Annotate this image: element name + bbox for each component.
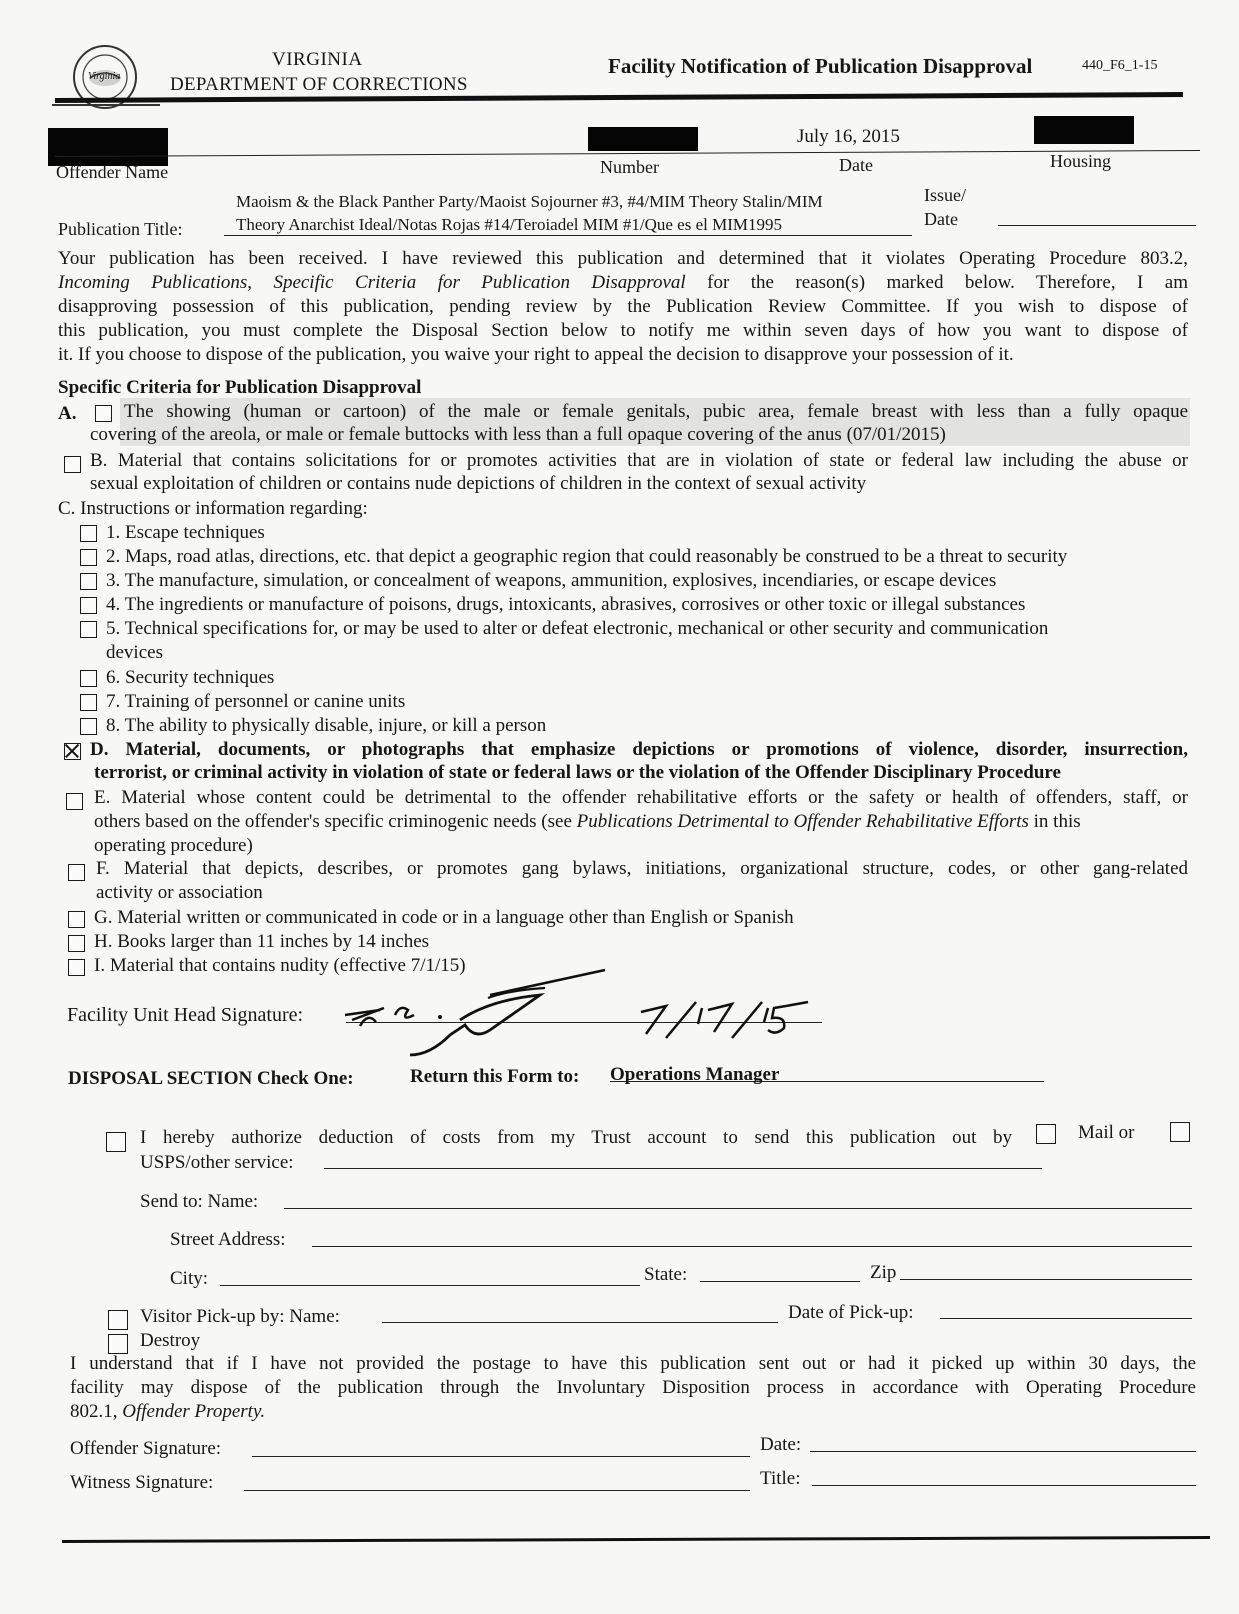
criteria-c1-checkbox[interactable]	[80, 525, 97, 542]
pickup-date-field[interactable]	[940, 1318, 1192, 1319]
criteria-c8-checkbox[interactable]	[80, 718, 97, 735]
criteria-c5-text: 5. Technical specifications for, or may be used to alter or defeat electronic, mechanical or other security and communication	[106, 618, 1049, 639]
notice-line3-pre: 802.1,	[70, 1401, 123, 1422]
publication-title-line1: Maoism & the Black Panther Party/Maoist Sojourner #3, #4/MIM Theory Stalin/MIM	[236, 192, 823, 211]
pickup-date-label: Date of Pick-up:	[788, 1302, 914, 1323]
offender-date-sign-field[interactable]	[810, 1451, 1196, 1452]
intro-line: Your publication has been received. I have reviewed this publication and determined that it violates Operating Procedure 803.2,	[58, 248, 1188, 269]
criteria-c7-text: 7. Training of personnel or canine units	[106, 691, 406, 712]
criteria-a-line2-text: covering of the areola, or male or female buttocks with less than a full opaque covering of the anus	[90, 424, 842, 445]
disposal-notice	[70, 1352, 1196, 1424]
offender-signature-field[interactable]	[252, 1456, 750, 1457]
publication-title-line2: Theory Anarchist Ideal/Notas Rojas #14/Teroiadel MIM #1/Que es el MIM1995	[236, 215, 783, 234]
issue-date-label2: Date	[924, 209, 958, 229]
criteria-g-text: G. Material written or communicated in code or in a language other than English or Spanish	[94, 907, 794, 928]
criteria-c3-checkbox[interactable]	[80, 573, 97, 590]
criteria-f-line2: activity or association	[96, 882, 263, 903]
agency-name-line2: DEPARTMENT OF CORRECTIONS	[170, 74, 468, 95]
footer-rule	[62, 1536, 1210, 1543]
send-to-name-field[interactable]	[284, 1208, 1192, 1209]
criteria-a-letter: A.	[58, 403, 77, 424]
street-address-label: Street Address:	[170, 1229, 286, 1250]
destroy-label: Destroy	[140, 1330, 201, 1351]
criteria-c8-text: 8. The ability to physically disable, injure, or kill a person	[106, 715, 547, 736]
issue-date-field[interactable]	[998, 225, 1196, 226]
city-field[interactable]	[220, 1285, 640, 1286]
criteria-c4-checkbox[interactable]	[80, 597, 97, 614]
offender-date-label: Date	[839, 155, 873, 175]
criteria-c3-text: 3. The manufacture, simulation, or concealment of weapons, ammunition, explosives, incendiaries, or escape devices	[106, 570, 997, 591]
intro-line: this publication, you must complete the Disposal Section below to notify me within seven days of how you want to dispose of	[58, 320, 1188, 341]
notice-line3-italic: Offender Property.	[122, 1401, 266, 1422]
criteria-e-italic-ref: Publications Detrimental to Offender Rehabilitative Efforts	[576, 811, 1029, 832]
witness-signature-label: Witness Signature:	[70, 1472, 214, 1493]
notice-line: I understand that if I have not provided the postage to have this publication sent out or had it picked up within 30 days, the	[70, 1353, 1196, 1374]
intro-italic-ref: Incoming Publications, Specific Criteria for Publication Disapproval	[58, 272, 686, 293]
criteria-c5-text-cont: devices	[106, 642, 163, 663]
authorize-checkbox[interactable]	[106, 1132, 126, 1152]
criteria-a-checkbox[interactable]	[95, 405, 112, 422]
criteria-a-date: (07/01/2015)	[841, 424, 946, 445]
witness-title-field[interactable]	[812, 1485, 1196, 1486]
criteria-i-checkbox[interactable]	[68, 959, 85, 976]
criteria-e-line1: E. Material whose content could be detrimental to the offender rehabilitative efforts or the safety or health of offenders, staff, or	[94, 787, 1188, 808]
witness-signature-field[interactable]	[244, 1490, 750, 1491]
offender-housing-label: Housing	[1050, 151, 1112, 171]
notice-line: facility may dispose of the publication through the Involuntary Disposition process in accordance with Operating Procedure	[70, 1377, 1196, 1398]
publication-title-underline	[224, 235, 912, 236]
seal-baseline	[52, 104, 160, 106]
destroy-checkbox[interactable]	[108, 1334, 128, 1354]
agency-name-line1: VIRGINIA	[272, 49, 363, 70]
notice-line	[70, 1400, 1196, 1424]
disposal-heading: DISPOSAL SECTION Check One:	[68, 1068, 354, 1089]
handwritten-signature	[340, 960, 640, 1060]
signature-date-handwritten	[636, 994, 816, 1044]
intro-paragraph	[58, 247, 1188, 367]
criteria-c2-text: 2. Maps, road atlas, directions, etc. that depict a geographic region that could reasonably be construed to be a threat to security	[106, 546, 1068, 567]
publication-title-label: Publication Title:	[58, 219, 183, 239]
usps-service-field[interactable]	[324, 1168, 1042, 1169]
zip-label: Zip	[870, 1262, 897, 1283]
criteria-d-line1: D. Material, documents, or photographs that emphasize depictions or promotions of violence, disorder, insurrection,	[90, 739, 1188, 760]
criteria-heading: Specific Criteria for Publication Disapproval	[58, 377, 422, 398]
visitor-pickup-checkbox[interactable]	[108, 1310, 128, 1330]
intro-line: disapproving possession of this publication, pending review by the Publication Review Committee. If you wish to dispose of	[58, 296, 1188, 317]
criteria-f-line1: F. Material that depicts, describes, or promotes gang bylaws, initiations, organizational structure, codes, or other gang-related	[96, 858, 1188, 879]
form-code: 440_F6_1-15	[1082, 58, 1158, 73]
criteria-c2-checkbox[interactable]	[80, 549, 97, 566]
offender-number-label: Number	[600, 157, 659, 177]
intro-line	[58, 271, 1188, 295]
visitor-name-field[interactable]	[382, 1322, 778, 1323]
witness-title-label: Title:	[760, 1468, 801, 1489]
disposal-return-label: Return this Form to:	[410, 1066, 580, 1087]
criteria-b-line1: B. Material that contains solicitations for or promotes activities that are in violation of state or federal law including the abuse or	[90, 450, 1188, 471]
criteria-h-text: H. Books larger than 11 inches by 14 inches	[94, 931, 430, 952]
criteria-a-line1: The showing (human or cartoon) of the male or female genitals, pubic area, female breast with less than a fully opaque	[124, 401, 1188, 422]
criteria-d-line2: terrorist, or criminal activity in violation of state or federal laws or the violation of the Offender Disciplinary Procedure	[94, 762, 1061, 783]
criteria-i-text: I. Material that contains nudity (effective 7/1/15)	[94, 955, 466, 976]
criteria-c7-checkbox[interactable]	[80, 694, 97, 711]
criteria-e-line2	[94, 810, 1081, 833]
offender-date-value: July 16, 2015	[797, 126, 900, 147]
seal-text: Virginia	[88, 71, 121, 82]
criteria-g-checkbox[interactable]	[68, 911, 85, 928]
state-field[interactable]	[700, 1281, 860, 1282]
visitor-pickup-label: Visitor Pick-up by: Name:	[140, 1306, 340, 1327]
criteria-e-line3: operating procedure)	[94, 835, 253, 856]
disposal-return-to: Operations Manager	[610, 1064, 780, 1085]
criteria-e-line2-post: in this	[1028, 811, 1081, 832]
criteria-d-checkbox[interactable]	[64, 743, 81, 760]
authorize-line1: I hereby authorize deduction of costs from my Trust account to send this publication out by	[140, 1127, 1012, 1148]
street-address-field[interactable]	[312, 1246, 1192, 1247]
mail-or-label: Mail or	[1078, 1122, 1135, 1143]
offender-name-label: Offender Name	[56, 162, 169, 182]
signature-label: Facility Unit Head Signature:	[67, 1004, 304, 1026]
intro-line: it. If you choose to dispose of the publication, you waive your right to appeal the decision to disapprove your possession of it.	[58, 344, 1014, 365]
criteria-c6-checkbox[interactable]	[80, 670, 97, 687]
criteria-c1-text: 1. Escape techniques	[106, 522, 265, 543]
redacted-housing	[1034, 116, 1134, 144]
criteria-a-line2	[90, 423, 946, 446]
state-label: State:	[644, 1264, 688, 1285]
form-title: Facility Notification of Publication Disapproval	[608, 54, 1033, 78]
zip-field[interactable]	[900, 1279, 1192, 1280]
criteria-c5-checkbox[interactable]	[80, 621, 97, 638]
criteria-h-checkbox[interactable]	[68, 935, 85, 952]
criteria-c6-text: 6. Security techniques	[106, 667, 275, 688]
send-to-name-label: Send to: Name:	[140, 1191, 259, 1212]
criteria-c4-text: 4. The ingredients or manufacture of poisons, drugs, intoxicants, abrasives, corrosives or other toxic or illegal substances	[106, 594, 1026, 615]
criteria-f-checkbox[interactable]	[68, 864, 85, 881]
issue-date-label1: Issue/	[924, 185, 966, 205]
criteria-e-checkbox[interactable]	[66, 793, 83, 810]
intro-line-rest: for the reason(s) marked below. Therefore, I am	[685, 272, 1188, 293]
criteria-b-line2: sexual exploitation of children or contains nude depictions of children in the context of sexual activity	[90, 473, 867, 494]
offender-date-sign-label: Date:	[760, 1434, 802, 1455]
criteria-b-checkbox[interactable]	[64, 456, 81, 473]
criteria-e-line2-pre: others based on the offender's specific criminogenic needs (see	[94, 811, 577, 832]
redacted-offender-number	[588, 127, 698, 151]
offender-signature-label: Offender Signature:	[70, 1438, 222, 1459]
disposal-return-line	[610, 1081, 1044, 1082]
city-label: City:	[170, 1268, 209, 1289]
authorize-line2: USPS/other service:	[140, 1152, 294, 1173]
criteria-c-heading: C. Instructions or information regarding:	[58, 498, 368, 519]
usps-checkbox[interactable]	[1036, 1124, 1056, 1144]
mail-checkbox[interactable]	[1170, 1122, 1190, 1142]
